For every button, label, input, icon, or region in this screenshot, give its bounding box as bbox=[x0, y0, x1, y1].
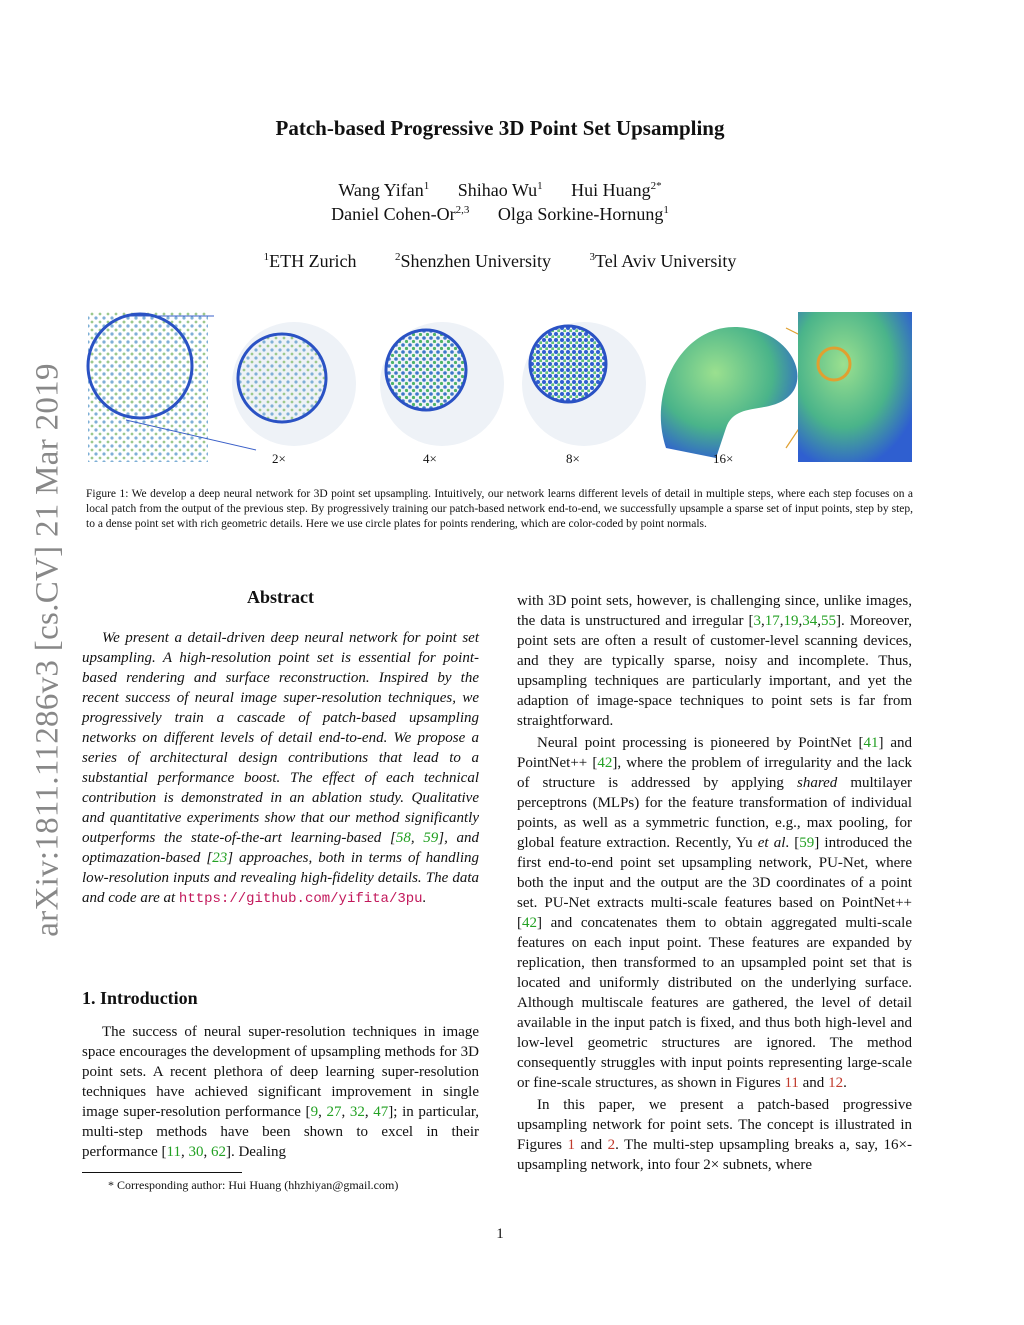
author-name: Hui Huang$^{2*}$ bbox=[571, 180, 662, 200]
paper-title: Patch-based Progressive 3D Point Set Upsampling bbox=[275, 116, 725, 140]
authors-line-2 bbox=[0, 204, 1000, 225]
abstract-body: We present a detail-driven deep neural network for point set upsampling. A high-resolution point set is essential for point-based rendering and surface reconstruction. Inspired by the recent success of neural image super-resolution techniques, we progressively train a cascade of patch-based upsampling networks on different levels of detail end-to-end. We propose a series of architectural design contributions that lead to a substantial performance boost. The effect of each technical contribution is demonstrated in an ablation study. Qualitative and quantitative experiments show that our method significantly outperforms the state-of-the-art learning-based [58, 59], and optimazation-based [23] approaches, both in terms of handling low-resolution inputs and revealing high-fidelity details. The data and code are at https://github.com/yifita/3pu. bbox=[82, 630, 479, 907]
author-name: Shihao Wu$^1$ bbox=[457, 180, 543, 200]
citation[interactable]: 58 bbox=[395, 830, 411, 846]
introduction-heading: 1. Introduction bbox=[82, 988, 198, 1008]
citation[interactable]: 19 bbox=[783, 613, 799, 629]
citation[interactable]: 23 bbox=[212, 850, 228, 866]
patch-circle-8x bbox=[530, 326, 606, 402]
citation[interactable]: 62 bbox=[210, 1144, 226, 1160]
patch-circle-input bbox=[88, 314, 192, 418]
affiliation: $^1$ETH Zurich bbox=[263, 251, 357, 271]
author-name: Daniel Cohen-Or$^{2,3}$ bbox=[331, 204, 470, 224]
author-name: Olga Sorkine-Hornung$^1$ bbox=[497, 204, 669, 224]
figure-label-8x: 8× bbox=[566, 451, 580, 466]
authors-line-1 bbox=[0, 180, 1000, 201]
citation[interactable]: 42 bbox=[522, 915, 537, 931]
citation[interactable]: 59 bbox=[423, 830, 439, 846]
footnote-rule bbox=[82, 1172, 242, 1173]
figure-label-16x: 16× bbox=[713, 451, 734, 466]
citation[interactable]: 55 bbox=[820, 613, 836, 629]
citation[interactable]: 47 bbox=[373, 1104, 389, 1120]
figure-caption: Figure 1: We develop a deep neural network for 3D point set upsampling. Intuitively, our network learns different levels of detail in multiple steps, where each step focuses on a local patch from the output of the previous step. By progressively training our patch-based network end-to-end, we successfully upsample a sparse set of input points, step by step, to a dense point set with rich geometric details. Here we use circle plates for points rendering, which are color-coded by point normals. bbox=[86, 488, 913, 530]
affiliation: $^3$Tel Aviv University bbox=[589, 251, 737, 271]
right-column-body: with 3D point sets, however, is challenging since, unlike images, the data is unstructured and irregular [3,17,19,34,55]. Moreover, point sets are often a result of customer-level scanning devices, and they are typically sparse, noisy and incomplete. Thus, upsampling techniques are particularly important, and yet the adaption of image-space techniques to point sets is far from straightforward. Neural point processing is pioneered by PointNet [41] and PointNet++ [42], where the problem of irregularity and the lack of structure is addressed by applying shared multilayer perceptrons (MLPs) for the feature transformation of individual points, as well as a symmetric function, e.g., max pooling, for global feature extraction. Recently, Yu et al. [59] introduced the first end-to-end point set upsampling network, PU-Net, where both the input and the output are the 3D coordinates of a point set. PU-Net extracts multi-scale features based on PointNet++ [42] and concatenates them to obtain aggregated multi-scale features on each input point. These features are expanded by replication, then transformed to an upsampled point set that is located and uniformly distributed on the underlying surface. Although multiscale features are gathered, the level of detail available in the input patch is fixed, and thus both high-level and low-level geometric structures are ignored. The method consequently struggles with input points representing large-scale or fine-scale structures, as shown in Figures 11 and 12. In this paper, we present a patch-based progressive upsampling network for point sets. The concept is illustrated in Figures 1 and 2. The multi-step upsampling breaks a, say, 16×-upsampling network, into four 2× subnets, where bbox=[517, 593, 913, 1173]
code-url-link[interactable]: https://github.com/yifita/3pu bbox=[178, 891, 423, 907]
figure-1-illustration bbox=[86, 308, 914, 466]
citation[interactable]: 59 bbox=[799, 835, 815, 851]
citation[interactable]: 27 bbox=[326, 1104, 342, 1120]
figure-reference[interactable]: 2 bbox=[607, 1137, 616, 1153]
affiliation: $^2$Shenzhen University bbox=[395, 251, 552, 271]
citation[interactable]: 30 bbox=[188, 1144, 204, 1160]
affiliations bbox=[0, 251, 1000, 272]
dense-output-block bbox=[798, 312, 912, 462]
figure-label-2x: 2× bbox=[272, 451, 286, 466]
citation[interactable]: 42 bbox=[597, 755, 613, 771]
citation[interactable]: 11 bbox=[166, 1144, 181, 1160]
page-number: 1 bbox=[496, 1226, 504, 1242]
citation[interactable]: 41 bbox=[863, 735, 879, 751]
citation[interactable]: 17 bbox=[764, 613, 780, 629]
patch-circle-2x bbox=[238, 334, 326, 422]
abstract-heading: Abstract bbox=[247, 587, 314, 607]
citation[interactable]: 34 bbox=[802, 613, 818, 629]
figure-reference[interactable]: 1 bbox=[567, 1137, 575, 1153]
introduction-body: The success of neural super-resolution techniques in image space encourages the development of upsampling methods for 3D point sets. A recent plethora of deep learning super-resolution techniques have achieved significant improvement in single image super-resolution performance [9, 27, 32, 47]; in particular, multi-step methods have been shown to excel in their performance [11, 30, 62]. Dealing bbox=[82, 1024, 480, 1160]
citation[interactable]: 9 bbox=[310, 1104, 319, 1120]
citation[interactable]: 3 bbox=[753, 613, 761, 629]
citation[interactable]: 32 bbox=[349, 1104, 365, 1120]
author-name: Wang Yifan$^1$ bbox=[338, 180, 430, 200]
arxiv-identifier: arXiv:1811.11286v3 [cs.CV] 21 Mar 2019 bbox=[29, 363, 66, 937]
upsampled-16x-shape bbox=[661, 327, 798, 458]
figure-reference[interactable]: 12 bbox=[828, 1075, 844, 1091]
figure-label-4x: 4× bbox=[423, 451, 437, 466]
footnote: * Corresponding author: Hui Huang (hhzhiyan@gmail.com) bbox=[108, 1178, 399, 1192]
figure-reference[interactable]: 11 bbox=[784, 1075, 799, 1091]
patch-circle-4x bbox=[386, 330, 466, 410]
